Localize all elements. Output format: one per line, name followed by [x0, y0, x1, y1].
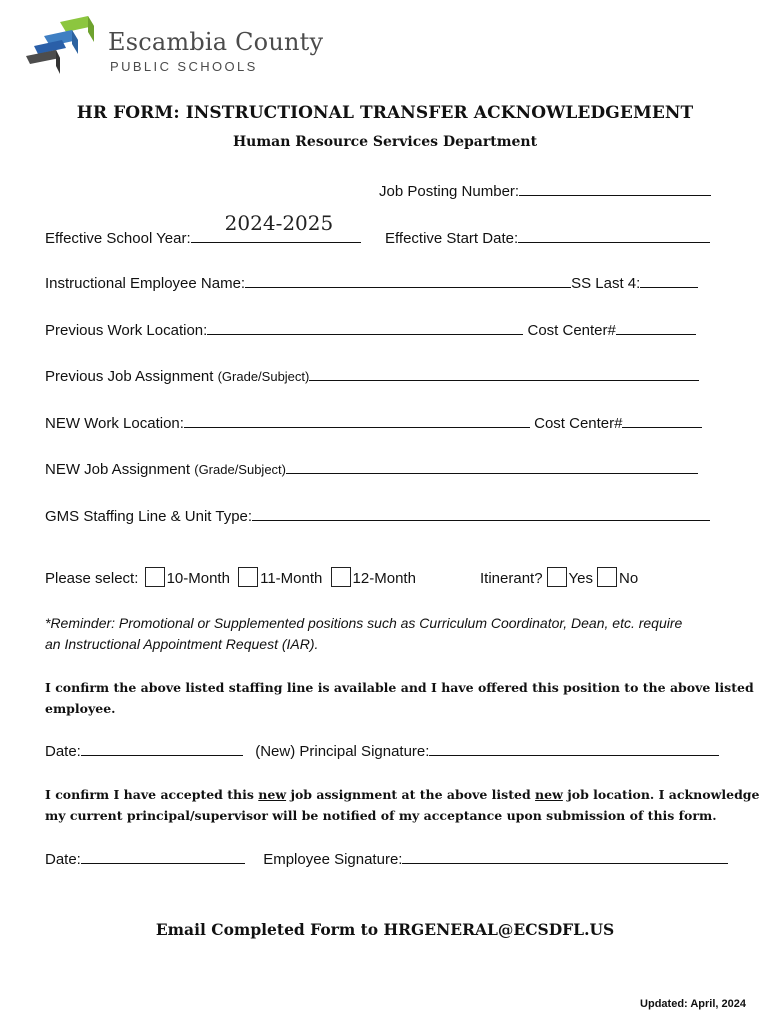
prev-assignment-label: Previous Job Assignment — [45, 368, 214, 385]
option-12-month-label: 12-Month — [352, 569, 416, 587]
please-select-label: Please select: — [45, 569, 139, 587]
email-instruction: Email Completed Form to HRGENERAL@ECSDFL.US — [155, 920, 615, 939]
new-grade-subject-label: (Grade/Subject) — [194, 462, 286, 477]
prev-assignment-row — [45, 367, 699, 385]
employee-confirm-line-1 — [45, 784, 760, 805]
option-11-month-label: 11-Month — [260, 569, 323, 587]
new-location-field[interactable] — [184, 414, 530, 428]
principal-signature-label: (New) Principal Signature: — [255, 743, 430, 760]
employee-date-field[interactable] — [81, 850, 245, 864]
employee-confirm-text-1: I confirm I have accepted this — [45, 787, 259, 802]
principal-signature-field[interactable] — [429, 742, 719, 756]
employee-name-field[interactable] — [245, 274, 571, 288]
principal-sign-row — [45, 742, 719, 760]
employee-signature-field[interactable] — [402, 850, 728, 864]
cost-center-field-1[interactable] — [616, 321, 696, 335]
new-assignment-row — [45, 460, 698, 478]
job-posting-field[interactable] — [519, 182, 711, 196]
reminder-line-1: *Reminder: Promotional or Supplemented positions such as Curriculum Coordinator, Dean, etc. require — [45, 615, 683, 631]
school-year-value: 2024-2025 — [224, 211, 334, 235]
start-date-label: Effective Start Date: — [385, 230, 519, 247]
prev-grade-subject-label: (Grade/Subject) — [217, 369, 310, 384]
prev-location-label: Previous Work Location: — [45, 322, 208, 339]
prev-assignment-field[interactable] — [309, 367, 699, 381]
checkbox-itinerant-no[interactable] — [597, 567, 617, 587]
principal-date-label: Date: — [45, 743, 81, 760]
updated-date: Updated: April, 2024 — [640, 998, 746, 1010]
checkbox-12-month[interactable] — [331, 567, 351, 587]
employee-name-row — [45, 274, 698, 292]
principal-date-field[interactable] — [81, 742, 243, 756]
new-assignment-field[interactable] — [286, 460, 698, 474]
principal-confirm-line-2: employee. — [45, 701, 116, 716]
principal-confirm-line-1: I confirm the above listed staffing line is available and I have offered this position to the above listed — [45, 680, 754, 695]
page-title: HR FORM: INSTRUCTIONAL TRANSFER ACKNOWLEDGEMENT — [76, 103, 694, 123]
reminder-line-2: an Instructional Appointment Request (IAR). — [45, 636, 319, 652]
department-subtitle: Human Resource Services Department — [232, 134, 538, 150]
job-posting-label: Job Posting Number: — [379, 183, 520, 200]
ss-last4-field[interactable] — [640, 274, 698, 288]
employee-confirm-new-2: new — [535, 787, 563, 802]
itinerant-no-label: No — [619, 569, 639, 587]
option-10-month-label: 10-Month — [166, 569, 230, 587]
start-date-row — [385, 229, 710, 247]
cost-center-label-1: Cost Center# — [527, 322, 616, 339]
prev-location-field[interactable] — [207, 321, 523, 335]
employee-name-label: Instructional Employee Name: — [45, 275, 246, 292]
itinerant-label: Itinerant? — [480, 569, 543, 587]
ss-last4-label: SS Last 4: — [571, 275, 641, 292]
logo-mark-icon — [26, 14, 100, 78]
job-posting-row — [379, 182, 711, 200]
employee-confirm-text-2: job assignment at the above listed — [286, 787, 536, 802]
gms-label: GMS Staffing Line & Unit Type: — [45, 508, 253, 525]
prev-location-row — [45, 321, 696, 339]
school-year-label: Effective School Year: — [45, 230, 191, 247]
employee-confirm-new-1: new — [258, 787, 287, 802]
employee-sign-row — [45, 850, 728, 868]
school-year-field[interactable] — [191, 211, 361, 243]
contract-select-row — [45, 569, 416, 589]
gms-field[interactable] — [252, 507, 710, 521]
new-location-row — [45, 414, 702, 432]
checkbox-11-month[interactable] — [238, 567, 258, 587]
logo-name: Escambia County — [108, 28, 324, 56]
employee-date-label: Date: — [45, 851, 81, 868]
employee-confirm-text-3: job location. I acknowledge — [562, 787, 760, 802]
new-location-label: NEW Work Location: — [45, 415, 184, 432]
itinerant-yes-label: Yes — [568, 569, 594, 587]
cost-center-label-2: Cost Center# — [534, 415, 623, 432]
employee-confirm-line-2: my current principal/supervisor will be notified of my acceptance upon submission of this form. — [45, 808, 717, 823]
checkbox-10-month[interactable] — [145, 567, 165, 587]
new-assignment-label: NEW Job Assignment — [45, 461, 191, 478]
employee-signature-label: Employee Signature: — [263, 851, 403, 868]
itinerant-row — [480, 569, 638, 589]
gms-row — [45, 507, 710, 525]
cost-center-field-2[interactable] — [622, 414, 702, 428]
logo-subtitle: PUBLIC SCHOOLS — [110, 59, 258, 74]
checkbox-itinerant-yes[interactable] — [547, 567, 567, 587]
start-date-field[interactable] — [518, 229, 710, 243]
school-year-row — [45, 211, 361, 247]
logo — [26, 14, 324, 80]
